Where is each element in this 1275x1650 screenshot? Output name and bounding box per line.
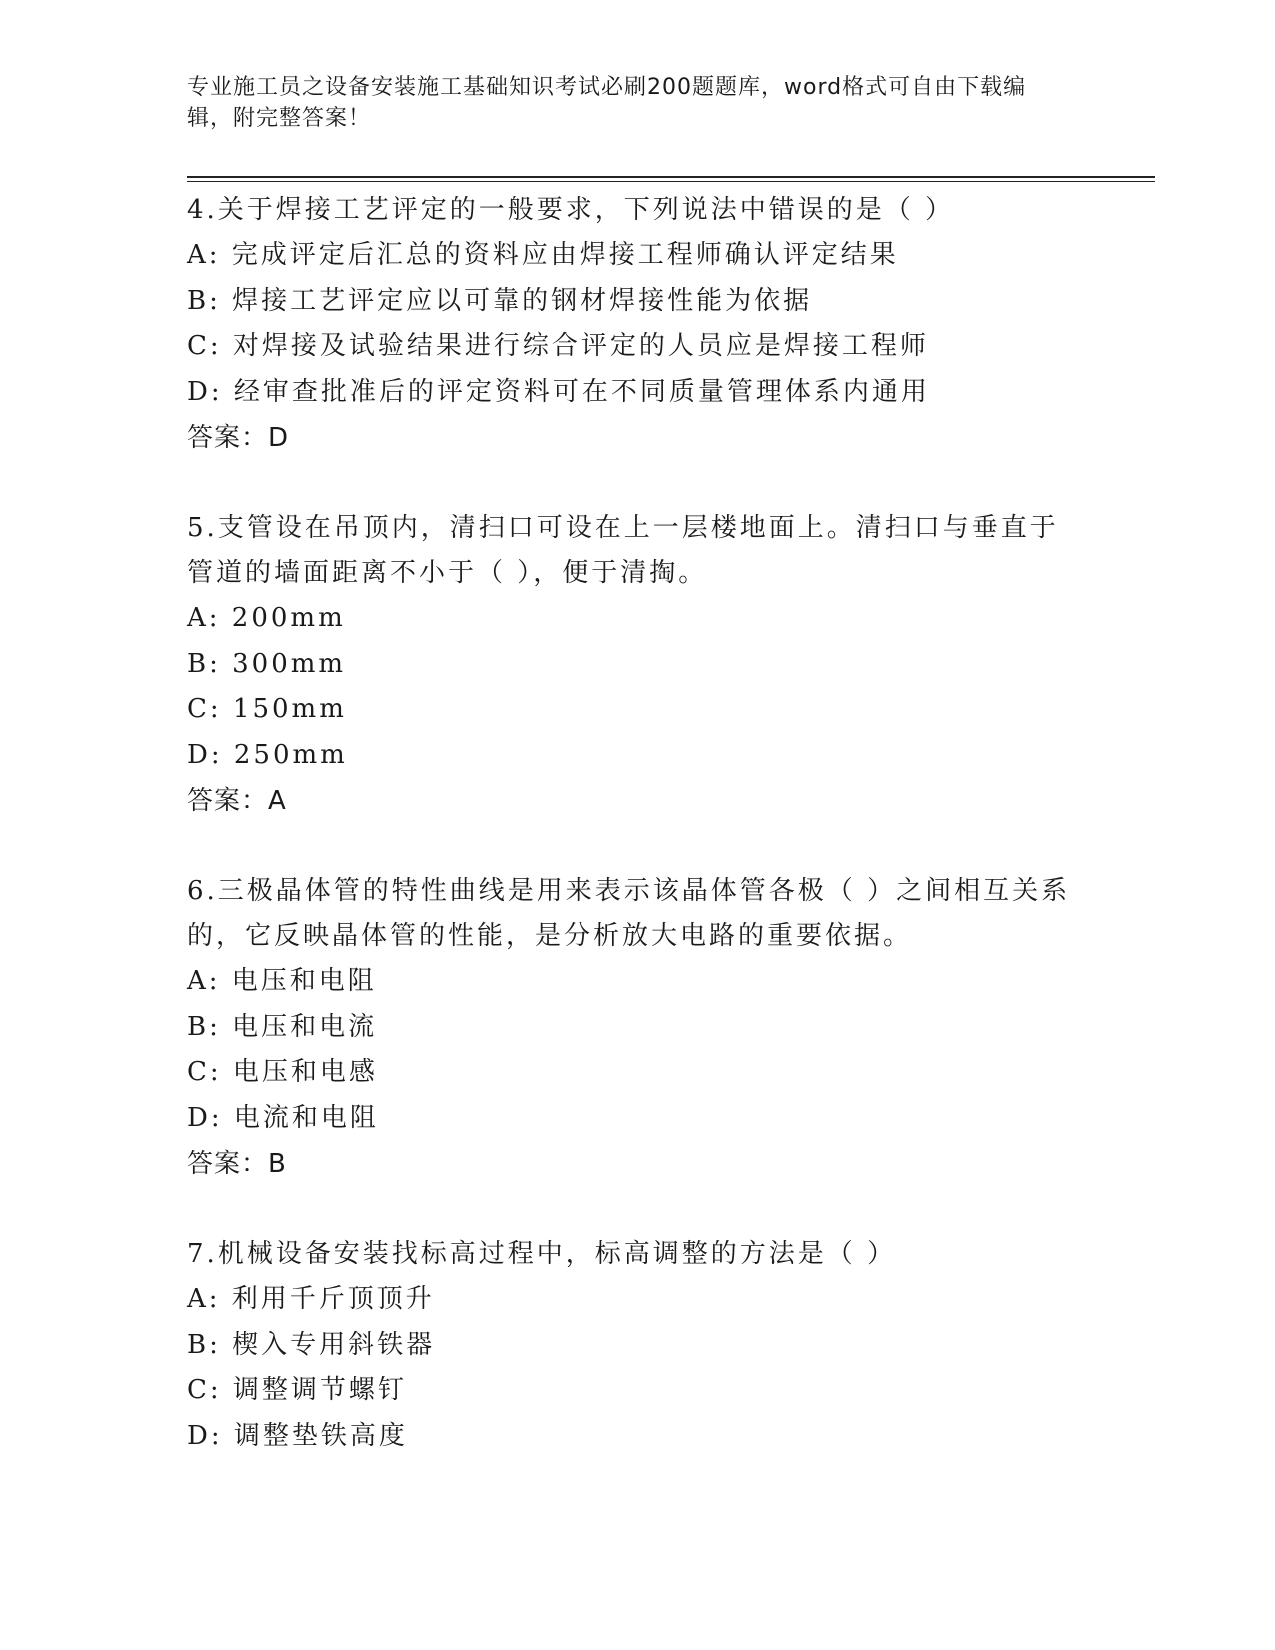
answer: 答案：D <box>187 423 290 453</box>
option-d: D: 电流和电阻 <box>187 1102 379 1133</box>
question-text: 5.支管设在吊顶内，清扫口可设在上一层楼地面上。清扫口与垂直于管道的墙面距离不小于（ ），便于清掏。 <box>187 513 1059 588</box>
option-a: A: 电压和电阻 <box>187 966 377 996</box>
option-b: B: 电压和电流 <box>187 1011 378 1042</box>
option-a: A: 200mm <box>187 603 346 633</box>
header-divider-thin <box>187 181 1155 182</box>
option-d: D: 经审查批准后的评定资料可在不同质量管理体系内通用 <box>187 376 930 407</box>
question-list <box>187 188 1087 1504</box>
option-d: D: 250mm <box>187 739 348 770</box>
option-d: D: 调整垫铁高度 <box>187 1420 408 1451</box>
question-4 <box>187 188 1087 461</box>
question-text: 6.三极晶体管的特性曲线是用来表示该晶体管各极（ ）之间相互关系的，它反映晶体管的性能，是分析放大电路的重要依据。 <box>187 876 1071 951</box>
option-b: B: 楔入专用斜铁器 <box>187 1329 436 1360</box>
option-c: C: 调整调节螺钉 <box>187 1375 407 1405</box>
document-header: 专业施工员之设备安装施工基础知识考试必刷200题题库，word格式可自由下载编辑，附完整答案！ <box>187 75 1027 131</box>
option-a: A: 完成评定后汇总的资料应由焊接工程师确认评定结果 <box>187 240 899 270</box>
option-c: C: 电压和电感 <box>187 1057 378 1087</box>
answer: 答案：B <box>187 1149 287 1179</box>
question-text: 4.关于焊接工艺评定的一般要求，下列说法中错误的是（ ） <box>187 195 955 225</box>
question-text: 7.机械设备安装找标高过程中，标高调整的方法是（ ） <box>187 1239 897 1269</box>
option-c: C: 150mm <box>187 694 347 724</box>
header-divider-thick <box>187 176 1155 178</box>
option-c: C: 对焊接及试验结果进行综合评定的人员应是焊接工程师 <box>187 331 929 361</box>
answer: 答案：A <box>187 786 287 816</box>
question-5 <box>187 506 1087 824</box>
option-b: B: 焊接工艺评定应以可靠的钢材焊接性能为依据 <box>187 285 813 316</box>
question-7 <box>187 1232 1087 1459</box>
option-a: A: 利用千斤顶顶升 <box>187 1284 435 1314</box>
question-6 <box>187 869 1087 1187</box>
option-b: B: 300mm <box>187 648 347 679</box>
